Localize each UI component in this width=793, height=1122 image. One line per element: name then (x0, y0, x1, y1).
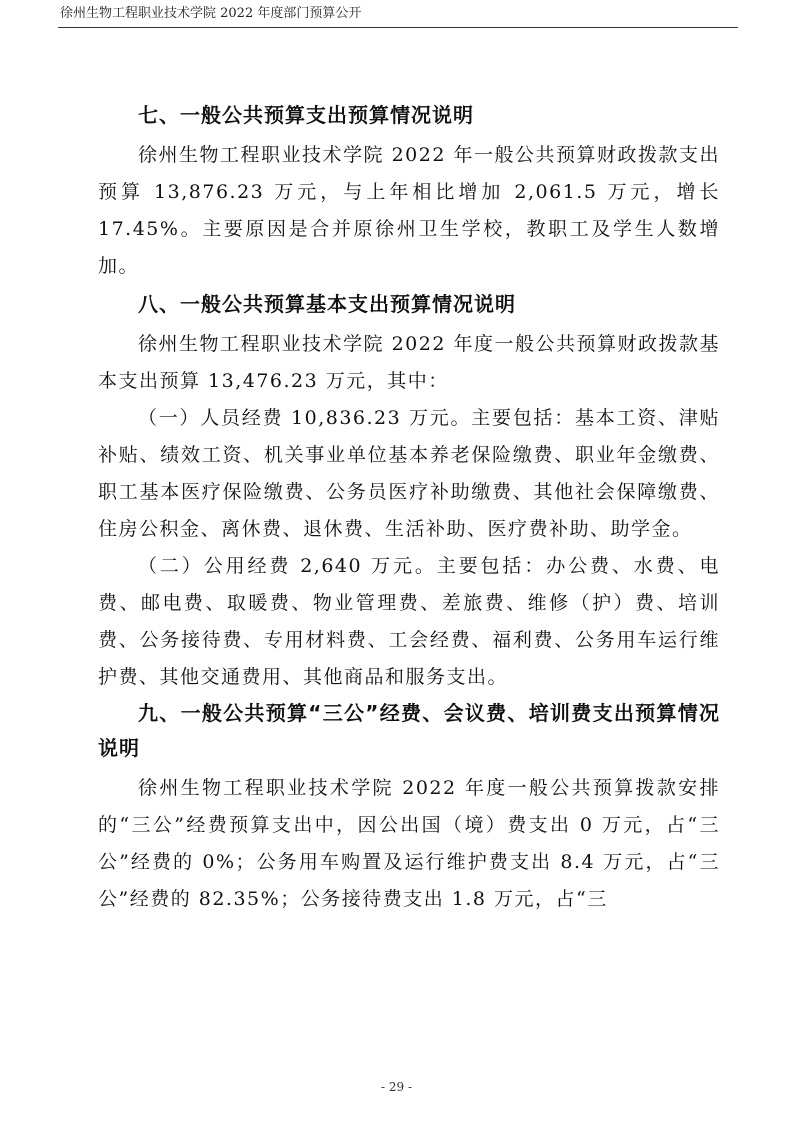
section-9-paragraph: 徐州生物工程职业技术学院 2022 年度一般公共预算拨款安排的“三公”经费预算支出中，因公出国（境）费支出 0 万元，占“三公”经费的 0%；公务用车购置及运行维护费支出 8.4 万元，占“三公”经费的 82.35%；公务接待费支出 1.8 万元，占“三 (98, 777, 720, 910)
header-divider (58, 27, 738, 28)
section-7-paragraph: 徐州生物工程职业技术学院 2022 年一般公共预算财政拨款支出预算 13,876.23 万元，与上年相比增加 2,061.5 万元，增长 17.45%。主要原因是合并原徐州卫生学校，教职工及学生人数增加。 (98, 144, 720, 277)
section-8-paragraph-personnel: （一）人员经费 10,836.23 万元。主要包括：基本工资、津贴补贴、绩效工资、机关事业单位基本养老保险缴费、职业年金缴费、职工基本医疗保险缴费、公务员医疗补助缴费、其他社会保障缴费、住房公积金、离休费、退休费、生活补助、医疗费补助、助学金。 (98, 407, 720, 540)
section-7-heading: 七、一般公共预算支出预算情况说明 (138, 103, 474, 127)
document-body (98, 98, 720, 918)
running-header: 徐州生物工程职业技术学院 2022 年度部门预算公开 (60, 6, 362, 21)
section-8-heading: 八、一般公共预算基本支出预算情况说明 (138, 292, 516, 316)
section-8-paragraph-public: （二）公用经费 2,640 万元。主要包括：办公费、水费、电费、邮电费、取暖费、物业管理费、差旅费、维修（护）费、培训费、公务接待费、专用材料费、工会经费、福利费、公务用车运行维护费、其他交通费用、其他商品和服务支出。 (98, 555, 720, 688)
section-8-paragraph-1: 徐州生物工程职业技术学院 2022 年度一般公共预算财政拨款基本支出预算 13,476.23 万元，其中： (98, 333, 720, 392)
section-9-heading: 九、一般公共预算“三公”经费、会议费、培训费支出预算情况说明 (98, 701, 720, 760)
page-number: - 29 - (380, 1080, 412, 1094)
